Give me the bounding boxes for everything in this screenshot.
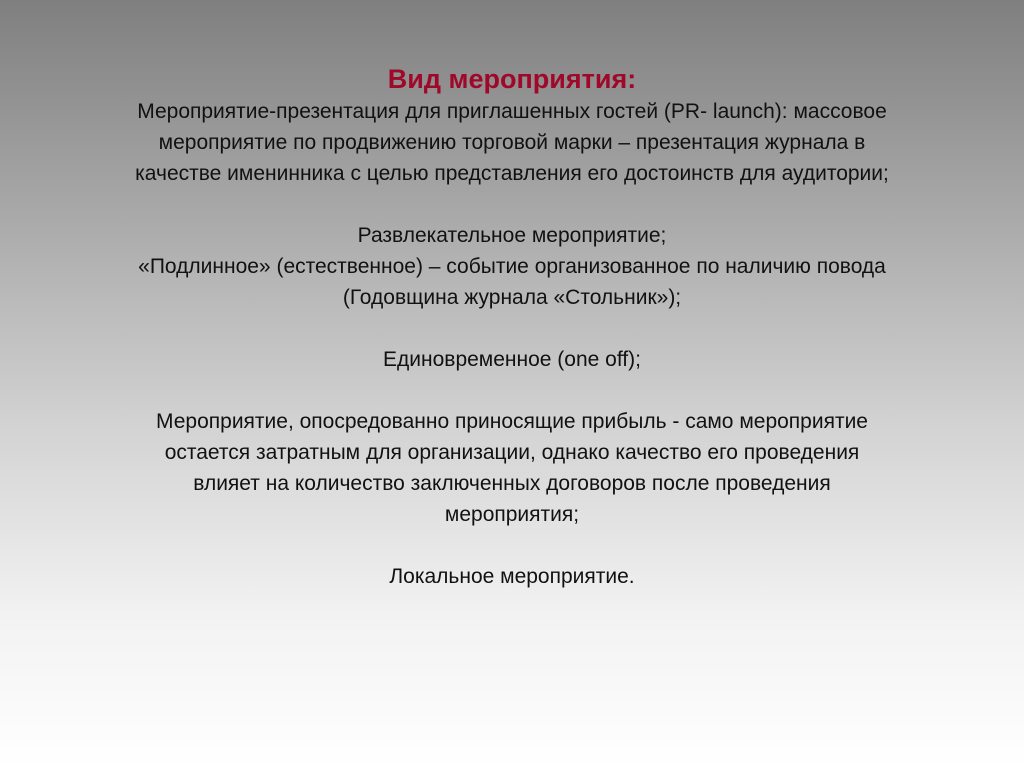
slide-title: Вид мероприятия:	[387, 64, 637, 94]
spacer	[40, 313, 984, 344]
text-line: Мероприятие-презентация для приглашенных гостей (PR- launch): массовое	[137, 100, 887, 123]
block-entertainment	[40, 220, 984, 313]
text-line: «Подлинное» (естественное) – событие организованное по наличию повода	[138, 255, 886, 278]
spacer	[40, 189, 984, 220]
spacer	[40, 530, 984, 561]
text-line: остается затратным для организации, однако качество его проведения	[164, 441, 860, 464]
block-one-off	[40, 344, 984, 375]
text-line: Развлекательное мероприятие;	[357, 224, 667, 247]
block-local	[40, 561, 984, 592]
text-line: Мероприятие, опосредованно приносящие прибыль - само мероприятие	[156, 410, 868, 433]
text-line: Локальное мероприятие.	[389, 565, 635, 588]
block-indirect-profit	[40, 406, 984, 530]
text-line: мероприятие по продвижению торговой марки – презентация журнала в	[158, 131, 866, 154]
text-line: (Годовщина журнала «Стольник»);	[342, 286, 682, 309]
text-line: влияет на количество заключенных договоров после проведения	[193, 472, 831, 495]
text-line: Единовременное (one off);	[383, 348, 641, 371]
text-line: мероприятия;	[444, 503, 580, 526]
slide-content	[40, 62, 984, 592]
spacer	[40, 375, 984, 406]
block-pr-launch	[40, 96, 984, 189]
text-line: качестве именинника с целью представления его достоинств для аудитории;	[135, 162, 889, 185]
